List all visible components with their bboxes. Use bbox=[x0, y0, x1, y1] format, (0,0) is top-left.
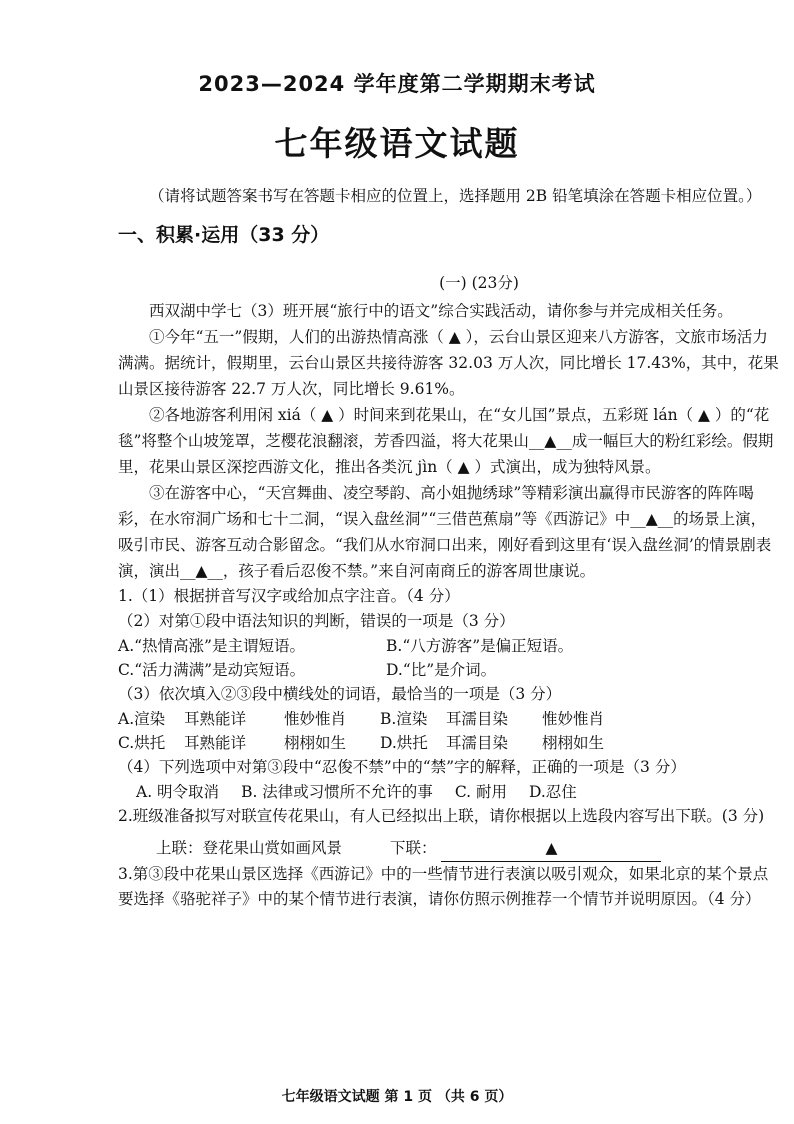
question-1-2-options-row1 bbox=[118, 634, 780, 658]
question-3: 3.第③段中花果山景区选择《西游记》中的一些情节进行表演以吸引观众，如果北京的某个景点要选择《骆驼祥子》中的某个情节进行表演，请你仿照示例推荐一个情节并说明原因。（4 分） bbox=[118, 865, 769, 908]
option-b: B. 法律或习惯所不允许的事 bbox=[241, 783, 433, 801]
question-2: 2.班级准备拟写对联宣传花果山，有人已经拟出上联，请你根据以上选段内容写出下联。(3 分) bbox=[118, 807, 765, 825]
option-a: A. 明令取消 bbox=[136, 783, 220, 801]
couplet-lower-label: 下联： bbox=[390, 839, 437, 857]
couplet bbox=[118, 835, 780, 862]
option-b-word2: 耳濡目染 bbox=[446, 710, 509, 728]
option-d: D.忍住 bbox=[528, 783, 577, 801]
question-1-4: （4）下列选项中对第③段中“忍俊不禁”中的“禁”字的解释，正确的一项是（3 分） bbox=[118, 758, 686, 776]
part-heading: (一) (23分) bbox=[439, 274, 519, 292]
option-d: D.“比”是介词。 bbox=[386, 661, 497, 679]
option-b-word1: B.渲染 bbox=[380, 710, 428, 728]
paragraph-2: ②各地游客利用闲 xiá（ ▲ ）时间来到花果山，在“女儿国”景点，五彩斑 lán（ ▲ ）的“花毯”将整个山坡笼罩，芝樱花浪翻滚，芳香四溢，将大花果山__▲__成一幅巨大的粉红彩绘。假期里，花果山景区深挖西游文化，推出各类沉 jìn（ ▲ ）式演出，成为独特风景。 bbox=[118, 406, 774, 476]
option-a-word2: 耳熟能详 bbox=[184, 710, 247, 728]
page-footer: 七年级语文试题 第 1 页 （共 6 页） bbox=[281, 1089, 513, 1105]
couplet-upper: 上联：登花果山赏如画风景 bbox=[156, 839, 343, 857]
question-1-3: （3）依次填入②③段中横线处的词语，最恰当的一项是（3 分） bbox=[118, 685, 562, 703]
option-c-word2: 耳熟能详 bbox=[184, 734, 247, 752]
question-1-4-options bbox=[118, 780, 780, 804]
exam-subtitle: 七年级语文试题 bbox=[274, 124, 520, 163]
option-c: C.“活力满满”是动宾短语。 bbox=[118, 661, 306, 679]
question-1-1: 1.（1）根据拼音写汉字或给加点字注音。（4 分） bbox=[118, 587, 460, 605]
paragraph-3: ③在游客中心，“天宫舞曲、凌空琴韵、高小姐抛绣球”等精彩演出赢得市民游客的阵阵喝彩，在水帘洞广场和七十二洞，“误入盘丝洞”“三借芭蕉扇”等《西游记》中__▲__的场景上演，吸引市民、游客互动合影留念。“我们从水帘洞口出来，刚好看到这里有‘误入盘丝洞’的情景剧表演，演出__▲__，孩子看后忍俊不禁。”来自河南商丘的游客周世康说。 bbox=[118, 484, 772, 580]
option-a-word3: 惟妙惟肖 bbox=[284, 710, 347, 728]
instructions: （请将试题答案书写在答题卡相应的位置上，选择题用 2B 铅笔填涂在答题卡相应位置。） bbox=[149, 187, 762, 205]
intro-paragraph: 西双湖中学七（3）班开展“旅行中的语文”综合实践活动，请你参与并完成相关任务。 bbox=[149, 302, 733, 320]
paragraph-1: ①今年“五一”假期，人们的出游热情高涨（ ▲ ），云台山景区迎来八方游客，文旅市场活力满满。据统计，假期里，云台山景区共接待游客 32.03 万人次，同比增长 17.43%，其中，花果山景区接待游客 22.7 万人次，同比增长 9.61%。 bbox=[118, 328, 779, 398]
question-1-2: （2）对第①段中语法知识的判断，错误的一项是（3 分） bbox=[118, 612, 515, 630]
option-a-word1: A.渲染 bbox=[118, 710, 166, 728]
option-d-word1: D.烘托 bbox=[380, 734, 428, 752]
option-d-word2: 耳濡目染 bbox=[446, 734, 509, 752]
option-a: A.“热情高涨”是主谓短语。 bbox=[118, 637, 305, 655]
option-c: C. 耐用 bbox=[454, 783, 507, 801]
question-1-3-options-row2 bbox=[118, 731, 780, 755]
option-d-word3: 栩栩如生 bbox=[542, 734, 605, 752]
option-c-word3: 栩栩如生 bbox=[284, 734, 347, 752]
exam-title: 2023—2024 学年度第二学期期末考试 bbox=[198, 72, 596, 96]
question-1-2-options-row2 bbox=[118, 658, 780, 682]
option-b: B.“八方游客”是偏正短语。 bbox=[386, 637, 574, 655]
question-1-3-options-row1 bbox=[118, 707, 780, 731]
couplet-lower-blank[interactable]: ▲ bbox=[441, 835, 661, 862]
option-b-word3: 惟妙惟肖 bbox=[542, 710, 605, 728]
exam-content bbox=[118, 184, 780, 912]
section-heading: 一、积累·运用（33 分） bbox=[118, 224, 330, 246]
option-c-word1: C.烘托 bbox=[118, 734, 166, 752]
